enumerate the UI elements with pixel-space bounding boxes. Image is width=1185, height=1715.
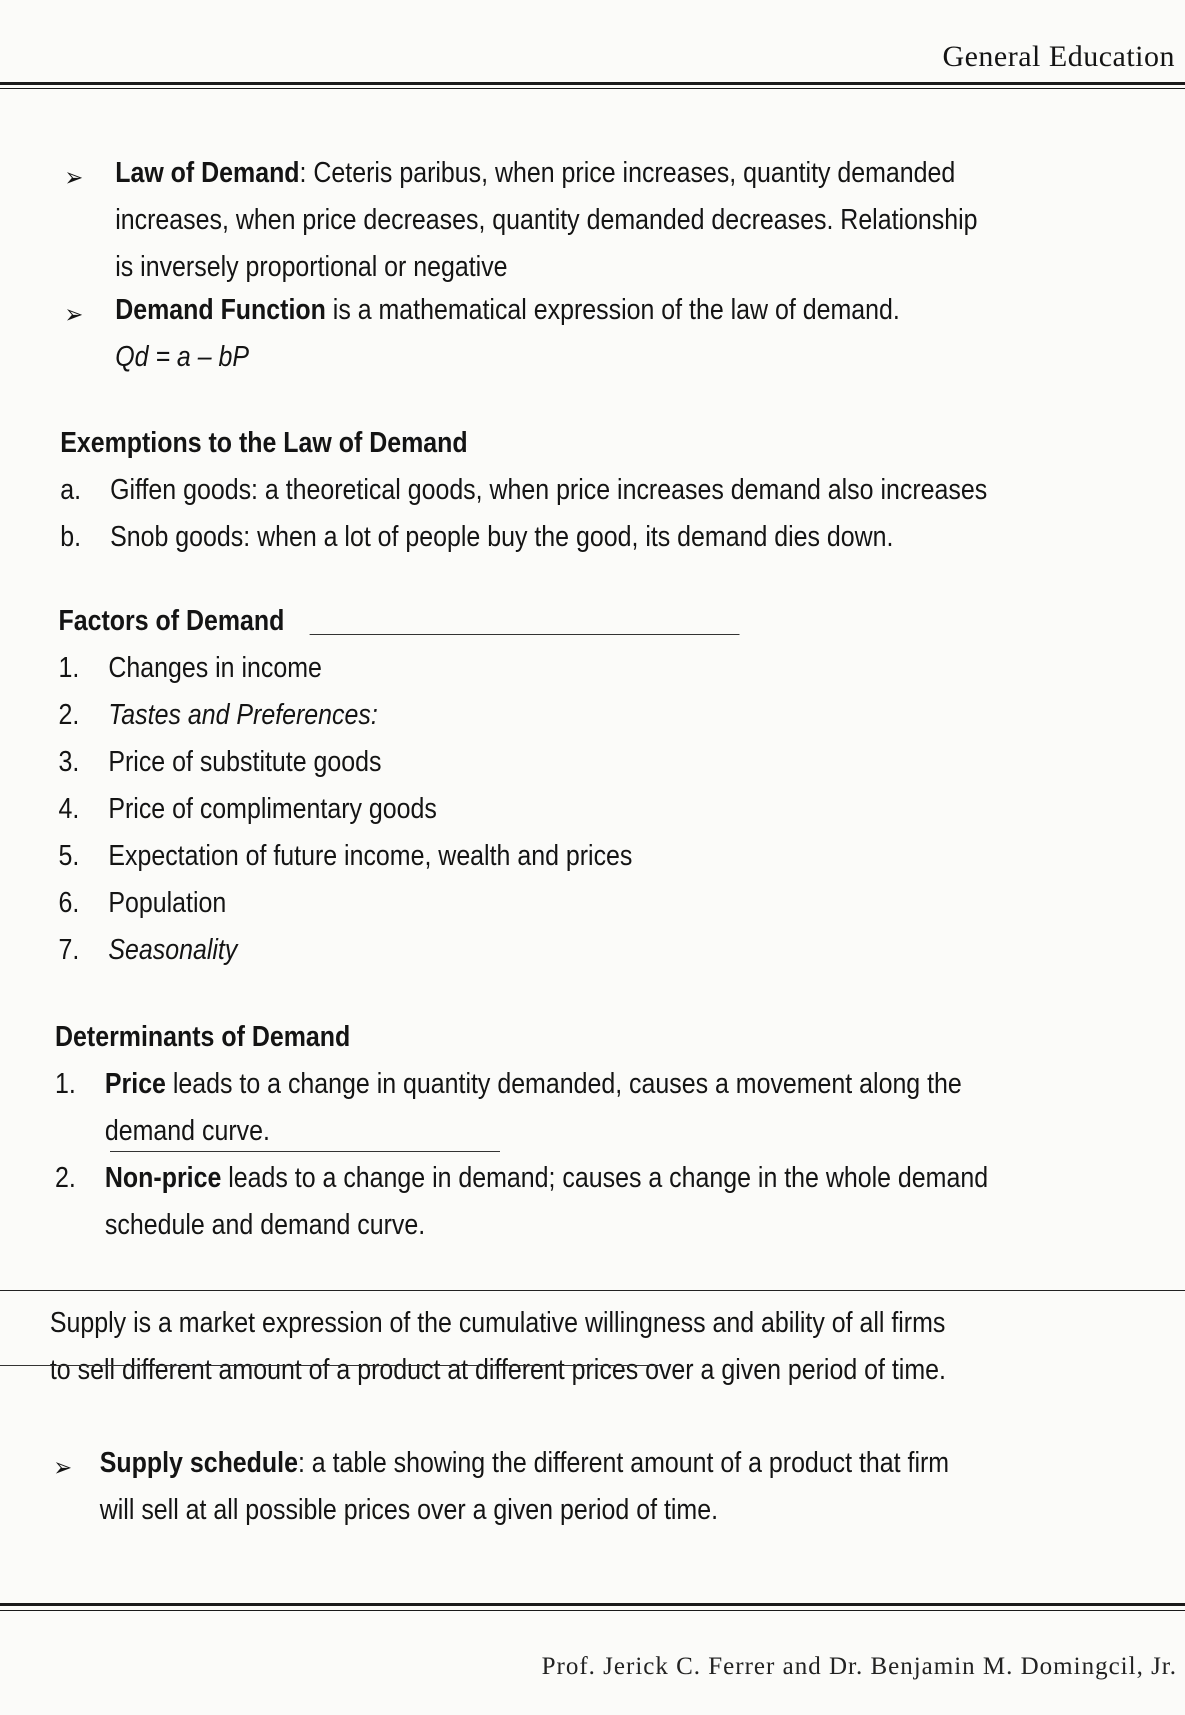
determinant-item-line-2: demand curve. [104,1115,270,1147]
factor-item: Population [108,887,227,919]
footer-credit: Prof. Jerick C. Ferrer and Dr. Benjamin M. Domingcil, Jr. [541,1653,1177,1680]
exemption-item: Snob goods: when a lot of people buy the good, its demand dies down. [110,521,894,553]
determinant-marker: 2. [55,1162,76,1194]
supply-definition-line-1: Supply is a market expression of the cumulative willingness and ability of all firms [49,1307,946,1339]
factor-item: Tastes and Preferences: [108,699,378,731]
bullet-arrow-icon: ➢ [53,1452,73,1482]
demand-function-term: Demand Function [115,294,326,326]
factor-marker: 2. [58,699,80,731]
demand-function-line [115,287,900,334]
exemption-marker: b. [60,521,82,553]
supply-section-top-rule [0,1290,1185,1291]
supply-schedule-line-1 [100,1440,949,1487]
demand-function-text: is a mathematical expression of the law of demand. [325,294,900,326]
exemption-marker: a. [60,474,82,506]
factor-item: Seasonality [108,934,238,966]
factors-heading-rule [310,634,740,635]
factor-item: Expectation of future income, wealth and prices [108,840,633,872]
header-rule [0,82,1185,85]
determinant-marker: 1. [55,1068,76,1100]
determinant-item-line-1 [105,1155,988,1202]
law-of-demand-line-3: is inversely proportional or negative [115,251,508,283]
factor-marker: 4. [58,793,80,825]
determinant-text: leads to a change in quantity demanded, causes a movement along the [165,1068,962,1100]
law-of-demand-term: Law of Demand [115,157,300,189]
determinant-text: leads to a change in demand; causes a change in the whole demand [221,1162,989,1194]
determinant-item-line-1 [105,1061,962,1108]
law-of-demand-line-2: increases, when price decreases, quantity demanded decreases. Relationship [115,204,978,236]
determinant-term: Price [104,1068,166,1100]
factor-item: Price of substitute goods [108,746,382,778]
determinant-item-line-2: schedule and demand curve. [104,1209,426,1241]
factor-marker: 1. [58,652,80,684]
supply-definition-line-2: to sell different amount of a product at different prices over a given period of time. [49,1354,946,1386]
demand-function-formula: Qd = a – bP [115,341,250,373]
bullet-arrow-icon: ➢ [64,299,84,329]
factor-item: Changes in income [108,652,322,684]
supply-schedule-line-2: will sell at all possible prices over a given period of time. [99,1494,719,1526]
factor-item: Price of complimentary goods [108,793,437,825]
exemptions-heading: Exemptions to the Law of Demand [60,427,468,459]
bullet-arrow-icon: ➢ [64,162,84,192]
footer-rule [0,1603,1185,1606]
determinant-term: Non-price [104,1162,222,1194]
supply-strike-rule [0,1365,660,1366]
factor-marker: 7. [58,934,80,966]
factor-marker: 3. [58,746,80,778]
header-rule-thin [0,88,1185,89]
header-title: General Education [942,40,1175,73]
factor-marker: 5. [58,840,80,872]
supply-schedule-text: : a table showing the different amount of a product that firm [297,1447,950,1479]
factor-marker: 6. [58,887,80,919]
supply-schedule-term: Supply schedule [99,1447,298,1479]
determinants-heading: Determinants of Demand [55,1021,351,1053]
factors-heading: Factors of Demand [58,605,285,637]
footer-rule-thin [0,1610,1185,1611]
determinant-rule [110,1151,500,1152]
law-of-demand-line-1 [115,150,955,197]
exemption-item: Giffen goods: a theoretical goods, when price increases demand also increases [110,474,988,506]
law-of-demand-text-1: : Ceteris paribus, when price increases, quantity demanded [299,157,956,189]
